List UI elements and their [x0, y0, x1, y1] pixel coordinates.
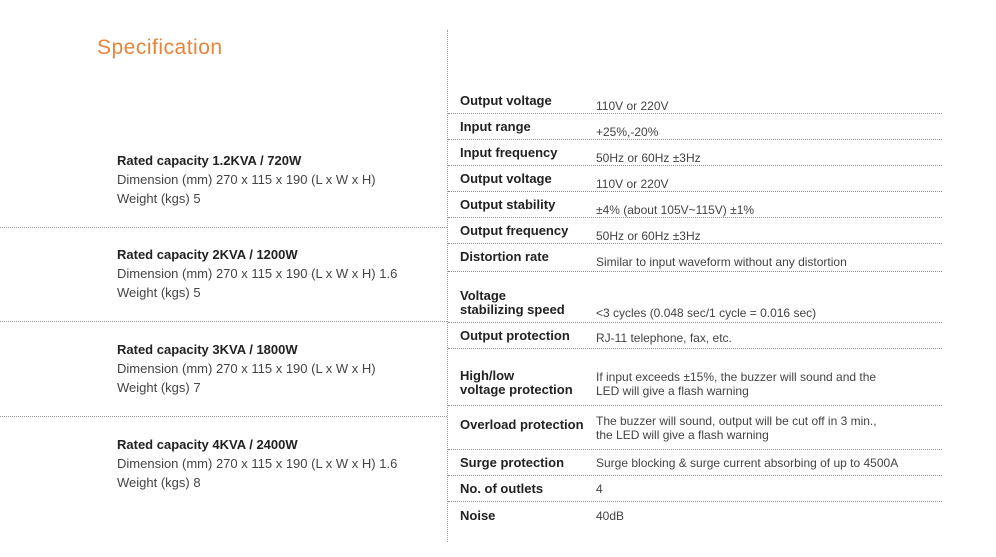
spec-value: 40dB — [596, 509, 625, 523]
model-dimension: Dimension (mm) 270 x 115 x 190 (L x W x H) — [117, 361, 376, 376]
spec-row — [448, 140, 942, 166]
model-capacity: Rated capacity 3KVA / 1800W — [117, 342, 298, 357]
spec-value: RJ-11 telephone, fax, etc. — [596, 331, 732, 345]
model-dimension: Dimension (mm) 270 x 115 x 190 (L x W x H) 1.6 — [117, 266, 398, 281]
model-capacity: Rated capacity 2KVA / 1200W — [117, 247, 298, 262]
spec-label: Input range — [460, 119, 531, 134]
model-divider — [0, 416, 447, 417]
spec-value: 50Hz or 60Hz ±3Hz — [596, 151, 701, 165]
spec-value: 50Hz or 60Hz ±3Hz — [596, 229, 701, 243]
page-title: Specification — [97, 36, 223, 59]
spec-value: 110V or 220V — [596, 177, 669, 191]
spec-row — [448, 192, 942, 218]
spec-row — [448, 88, 942, 114]
spec-value: +25%,-20% — [596, 125, 659, 139]
spec-row — [448, 218, 942, 244]
spec-row — [448, 272, 942, 323]
spec-label: Output protection — [460, 328, 570, 343]
model-divider — [0, 227, 447, 228]
model-block-3 — [117, 340, 437, 397]
spec-label: Surge protection — [460, 455, 565, 470]
spec-label: Output frequency — [460, 223, 569, 238]
spec-label: Voltage stabilizing speed — [460, 288, 565, 317]
spec-label: No. of outlets — [460, 481, 544, 496]
spec-label: Input frequency — [460, 145, 558, 160]
spec-value: The buzzer will sound, output will be cut off in 3 min., the LED will give a flash warning — [596, 414, 877, 442]
spec-label: Overload protection — [460, 417, 584, 432]
model-dimension: Dimension (mm) 270 x 115 x 190 (L x W x H) — [117, 172, 376, 187]
spec-row — [448, 349, 942, 406]
model-block-4 — [117, 435, 437, 492]
spec-value: 4 — [596, 482, 603, 496]
spec-row — [448, 406, 942, 450]
spec-value: <3 cycles (0.048 sec/1 cycle = 0.016 sec) — [596, 306, 817, 320]
model-weight: Weight (kgs) 5 — [117, 285, 201, 300]
model-weight: Weight (kgs) 5 — [117, 191, 201, 206]
spec-label: Output voltage — [460, 93, 552, 108]
spec-value: ±4% (about 105V~115V) ±1% — [596, 203, 755, 217]
spec-value: If input exceeds ±15%, the buzzer will sound and the LED will give a flash warning — [596, 370, 877, 398]
model-capacity: Rated capacity 4KVA / 2400W — [117, 437, 298, 452]
spec-label: Noise — [460, 508, 496, 523]
spec-label: Distortion rate — [460, 249, 549, 264]
model-weight: Weight (kgs) 8 — [117, 475, 201, 490]
spec-value: Similar to input waveform without any distortion — [596, 255, 847, 269]
spec-table — [448, 88, 942, 529]
model-weight: Weight (kgs) 7 — [117, 380, 201, 395]
spec-row — [448, 166, 942, 192]
spec-label: High/low voltage protection — [460, 368, 573, 397]
model-block-2 — [117, 245, 437, 302]
model-block-1 — [117, 151, 437, 208]
spec-value: 110V or 220V — [596, 99, 669, 113]
spec-row — [448, 476, 942, 502]
model-dimension: Dimension (mm) 270 x 115 x 190 (L x W x H) 1.6 — [117, 456, 398, 471]
spec-row — [448, 450, 942, 476]
model-divider — [0, 321, 447, 322]
spec-label: Output stability — [460, 197, 556, 212]
spec-label: Output voltage — [460, 171, 552, 186]
spec-row — [448, 244, 942, 272]
spec-row — [448, 502, 942, 529]
spec-row — [448, 323, 942, 349]
spec-value: Surge blocking & surge current absorbing of up to 4500A — [596, 456, 899, 470]
spec-row — [448, 114, 942, 140]
model-capacity: Rated capacity 1.2KVA / 720W — [117, 153, 302, 168]
